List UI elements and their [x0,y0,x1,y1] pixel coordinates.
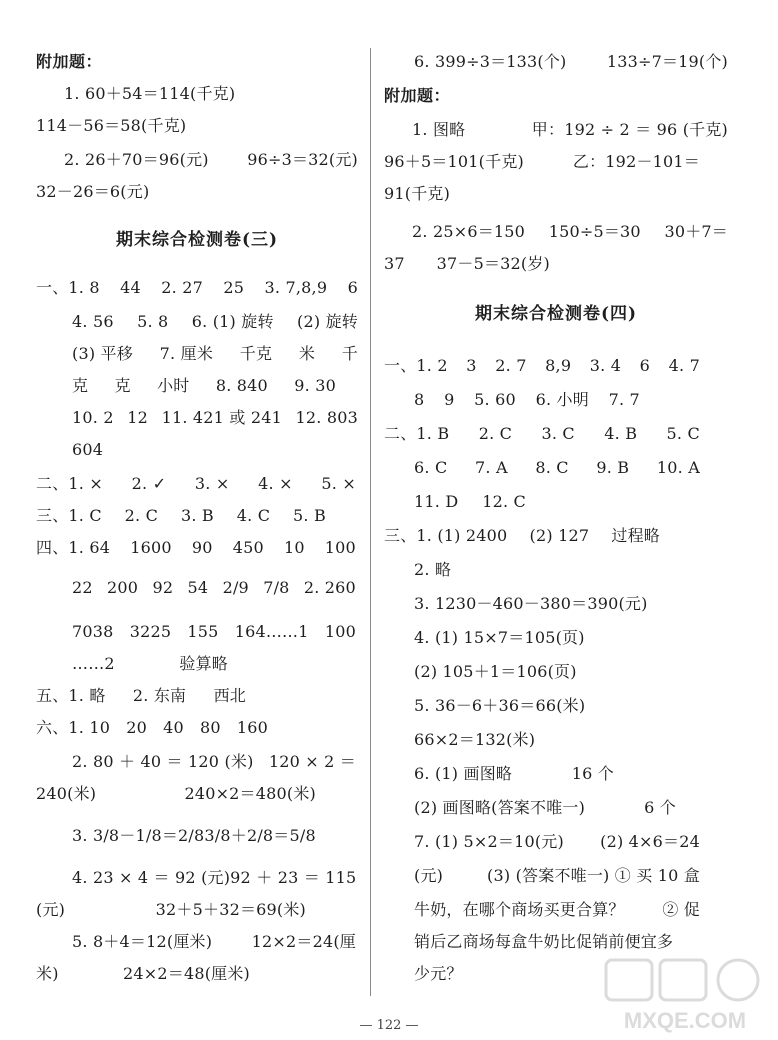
answer-line: 六、1. 10 20 40 80 160 [36,718,268,737]
extra-questions-heading: 附加题： [384,86,451,105]
answer-line: 8 9 5. 60 6. 小明 7. 7 [414,390,640,409]
answer-line: 一、1. 2 3 2. 7 8,9 3. 4 6 4. 7 [384,356,700,375]
answer-line: 4. 23 × 4 ＝ 92 (元) 92 ＋ 23 ＝ 115 [72,868,357,887]
answer-line: 6. (1) 画图略 16 个 [414,764,614,783]
answer-line: 牛奶，在哪个商场买更合算？ ② 促 [414,900,700,919]
answer-line: 6. 399÷3＝133(个) 133÷7＝19(个) [414,52,728,71]
watermark-text: MXQE.COM [623,1008,747,1033]
answer-line: 二、1. B 2. C 3. C 4. B 5. C [384,424,700,443]
answer-line: 91(千克) [384,184,451,203]
answer-line: 三、1. (1) 2400 (2) 127 过程略 [384,526,660,545]
answer-line: 2. 26＋70＝96(元) 96÷3＝32(元) [64,150,358,169]
answer-line: 22 200 92 54 2/9 7/8 2. 260 [72,578,356,597]
answer-line: 32－26＝6(元) [36,182,150,201]
answer-line: 37 37－5＝32(岁) [384,254,550,273]
answer-line: 5. 8＋4＝12(厘米) 12×2＝24(厘 [72,932,356,951]
answer-line: 96＋5＝101(千克) 乙：192－101＝ [384,152,700,171]
answer-line: 2. 25×6＝150 150÷5＝30 30＋7＝ [412,222,728,241]
answer-line: 7. (1) 5×2＝10(元) (2) 4×6＝24 [414,832,700,851]
watermark-logo [600,956,770,1036]
answer-line: 5. 36－6＋36＝66(米) [414,696,586,715]
answer-line: 604 [72,440,104,459]
answer-line: 克 克 小时 8. 840 9. 30 [72,376,336,395]
answer-line: 米) 24×2＝48(厘米) [36,964,250,983]
answer-line: 1. 60＋54＝114(千克) [64,84,236,103]
answer-line: 2. 80 ＋ 40 ＝ 120 (米) 120 × 2 ＝ [72,752,356,771]
answer-line: 四、1. 64 1600 90 450 10 100 [36,538,356,557]
answer-line: 6. C 7. A 8. C 9. B 10. A [414,458,700,477]
answer-line: 销后乙商场每盒牛奶比促销前便宜多 [414,932,674,951]
page-number: — 122 — [359,1018,419,1033]
answer-line: 1. 图略 甲：192 ÷ 2 ＝ 96 (千克) [412,120,728,139]
answer-line: 3. 1230－460－380＝390(元) [414,594,648,613]
answer-line: 五、1. 略 2. 东南 西北 [36,686,246,705]
answer-line: 10. 2 12 11. 421 或 241 12. 803 [72,408,358,427]
answer-line: 一、1. 8 44 2. 27 25 3. 7,8,9 6 [36,278,358,297]
answer-line: (元) (3) (答案不唯一) ① 买 10 盒 [414,866,700,885]
answer-line: (元) 32＋5＋32＝69(米) [36,900,306,919]
answer-line: 4. (1) 15×7＝105(页) [414,628,585,647]
exam-title-three: 期末综合检测卷(三) [115,230,279,250]
answer-line: ……2 验算略 [72,654,228,673]
answer-line: 7038 3225 155 164……1 100 [72,622,356,641]
answer-line: (3) 平移 7. 厘米 千克 米 千 [72,344,358,363]
answer-line: 4. 56 5. 8 6. (1) 旋转 (2) 旋转 [72,312,358,331]
extra-questions-heading: 附加题： [36,52,103,71]
answer-line: 少元？ [414,964,463,983]
answer-line: 114－56＝58(千克) [36,116,187,135]
answer-line: 三、1. C 2. C 3. B 4. C 5. B [36,506,326,525]
answer-line: 2. 略 [414,560,452,579]
exam-title-four: 期末综合检测卷(四) [474,304,638,324]
column-divider [370,48,371,996]
answer-line: 3. 3/8－1/8＝2/8 3/8＋2/8＝5/8 [72,826,316,845]
answer-line: 二、1. × 2. ✓ 3. × 4. × 5. × [36,474,356,493]
answer-line: (2) 105＋1＝106(页) [414,662,577,681]
answer-line: (2) 画图略(答案不唯一) 6 个 [414,798,676,817]
answer-line: 66×2＝132(米) [414,730,536,749]
answer-line: 240(米) 240×2＝480(米) [36,784,316,803]
answer-line: 11. D 12. C [414,492,526,511]
